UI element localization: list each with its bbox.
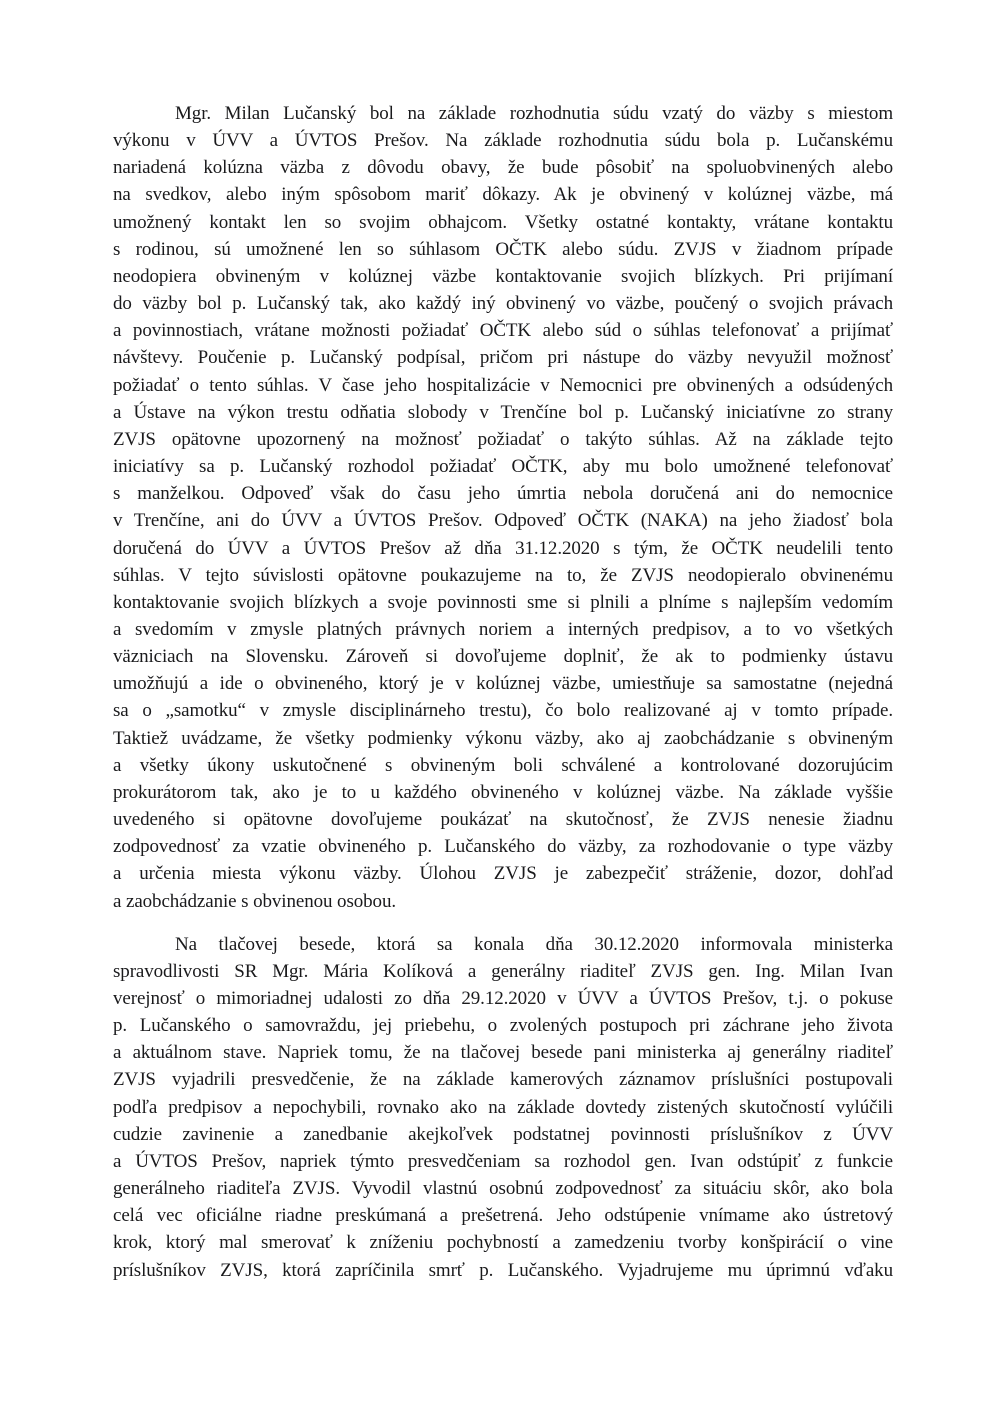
text-line: požiadať o tento súhlas. V čase jeho hospitalizácie v Nemocnici pre obvinených a odsúdených (113, 374, 893, 396)
text-line: generálneho riaditeľa ZVJS. Vyvodil vlastnú osobnú zodpovednosť za situáciu skôr, ako bola (113, 1178, 893, 1200)
text-line: umožňujú a ide o obvineného, ktorý je v kolúznej väzbe, umiestňuje sa samostatne (nejedná (113, 673, 893, 695)
text-line: krok, ktorý mal smerovať k zníženiu pochybností a zamedzeniu tvorby konšpirácií o vine (113, 1232, 893, 1254)
text-line: Taktiež uvádzame, že všetky podmienky výkonu väzby, ako aj zaobchádzanie s obvineným (113, 727, 893, 749)
text-line: Na tlačovej besede, ktorá sa konala dňa 30.12.2020 informovala ministerka (175, 933, 893, 955)
text-line: a Ústave na výkon trestu odňatia slobody v Trenčíne bol p. Lučanský iniciatívne zo strany (113, 401, 893, 423)
text-line: cudzie zavinenie a zanedbanie akejkoľvek podstatnej povinnosti príslušníkov z ÚVV (113, 1123, 893, 1145)
text-line: a ÚVTOS Prešov, napriek týmto presvedčeniam sa rozhodol gen. Ivan odstúpiť z funkcie (113, 1150, 893, 1172)
text-line: zodpovednosť za vzatie obvineného p. Lučanského do väzby, za rozhodovanie o type väzby (113, 836, 893, 858)
text-line: Mgr. Milan Lučanský bol na základe rozhodnutia súdu vzatý do väzby s miestom (175, 103, 893, 124)
paragraph-2 (113, 931, 893, 1284)
text-line: ZVJS opätovne upozornený na možnosť požiadať o takýto súhlas. Až na základe tejto (113, 428, 893, 450)
text-line: ZVJS vyjadrili presvedčenie, že na základe kamerových záznamov príslušníci postupovali (113, 1069, 893, 1091)
text-line: a povinnostiach, vrátane možnosti požiadať OČTK alebo súd o súhlas telefonovať a prijímať (113, 320, 893, 342)
text-line: podľa predpisov a nepochybili, rovnako ako na základe dovtedy zistených skutočností vylúčili (113, 1096, 893, 1118)
text-line: kontaktovanie svojich blízkych a svoje povinnosti sme si plnili a plníme s najlepším vedomím (113, 591, 893, 613)
text-line: a svedomím v zmysle platných právnych noriem a interných predpisov, a to vo všetkých (113, 618, 893, 640)
text-line: umožnený kontakt len so svojim obhajcom. Všetky ostatné kontakty, vrátane kontaktu (113, 211, 893, 233)
text-line: a zaobchádzanie s obvinenou osobou. (113, 890, 396, 912)
text-line: súhlas. V tejto súvislosti opätovne poukazujeme na to, že ZVJS neodopieralo obvinenému (113, 564, 893, 586)
text-line: neodopiera obvineným v kolúznej väzbe kontaktovanie svojich blízkych. Pri prijímaní (113, 265, 893, 287)
text-line: väzniciach na Slovensku. Zároveň si dovoľujeme doplniť, že ak to podmienky ústavu (113, 646, 893, 668)
text-line: nariadená kolúzna väzba z dôvodu obavy, že bude pôsobiť na spoluobvinených alebo (113, 157, 893, 179)
text-line: verejnosť o mimoriadnej udalosti zo dňa 29.12.2020 v ÚVV a ÚVTOS Prešov, t.j. o pokuse (113, 988, 893, 1009)
text-line: a aktuálnom stave. Napriek tomu, že na tlačovej besede pani ministerka aj generálny riaditeľ (113, 1042, 893, 1064)
text-line: a všetky úkony uskutočnené s obvineným boli schválené a kontrolované dozorujúcim (113, 754, 893, 776)
text-line: doručená do ÚVV a ÚVTOS Prešov až dňa 31.12.2020 s tým, že OČTK neudelili tento (113, 537, 893, 559)
text-line: iniciatívy sa p. Lučanský rozhodol požiadať OČTK, aby mu bolo umožnené telefonovať (113, 456, 893, 478)
text-line: príslušníkov ZVJS, ktorá zapríčinila smrť p. Lučanského. Vyjadrujeme mu úprimnú vďaku (113, 1259, 893, 1281)
text-line: v Trenčíne, ani do ÚVV a ÚVTOS Prešov. Odpoveď OČTK (NAKA) na jeho žiadosť bola (113, 510, 893, 532)
text-line: do väzby bol p. Lučanský tak, ako každý iný obvinený vo väzbe, poučený o svojich právach (113, 293, 893, 315)
text-line: p. Lučanského o samovraždu, jej priebehu, o zvolených postupoch pri záchrane jeho života (113, 1015, 893, 1037)
text-line: návštevy. Poučenie p. Lučanský podpísal, pričom pri nástupe do väzby nevyužil možnosť (113, 347, 893, 369)
text-line: s rodinou, sú umožnené len so súhlasom OČTK alebo súdu. ZVJS v žiadnom prípade (113, 238, 893, 260)
text-line: a určenia miesta výkonu väzby. Úlohou ZVJS je zabezpečiť stráženie, dozor, dohľad (113, 863, 893, 885)
text-line: na svedkov, alebo iným spôsobom mariť dôkazy. Ak je obvinený v kolúznej väzbe, má (113, 184, 893, 206)
text-line: s manželkou. Odpoveď však do času jeho úmrtia nebola doručená ani do nemocnice (113, 483, 893, 505)
paragraph-1 (113, 100, 893, 915)
text-line: celá vec oficiálne riadne preskúmaná a prešetrená. Jeho odstúpenie vnímame ako ústretový (113, 1205, 893, 1227)
text-line: výkonu v ÚVV a ÚVTOS Prešov. Na základe rozhodnutia súdu bola p. Lučanskému (113, 130, 893, 152)
text-line: prokurátorom tak, ako je to u každého obvineného v kolúznej väzbe. Na základe vyššie (113, 781, 893, 803)
text-line: uvedeného si opätovne dovoľujeme poukázať na skutočnosť, že ZVJS nenesie žiadnu (113, 809, 893, 831)
text-line: spravodlivosti SR Mgr. Mária Kolíková a generálny riaditeľ ZVJS gen. Ing. Milan Ivan (113, 960, 893, 982)
document-text-block (113, 100, 893, 1284)
text-line: sa o „samotku“ v zmysle disciplinárneho trestu), čo bolo realizované aj v tomto prípade. (113, 700, 893, 722)
